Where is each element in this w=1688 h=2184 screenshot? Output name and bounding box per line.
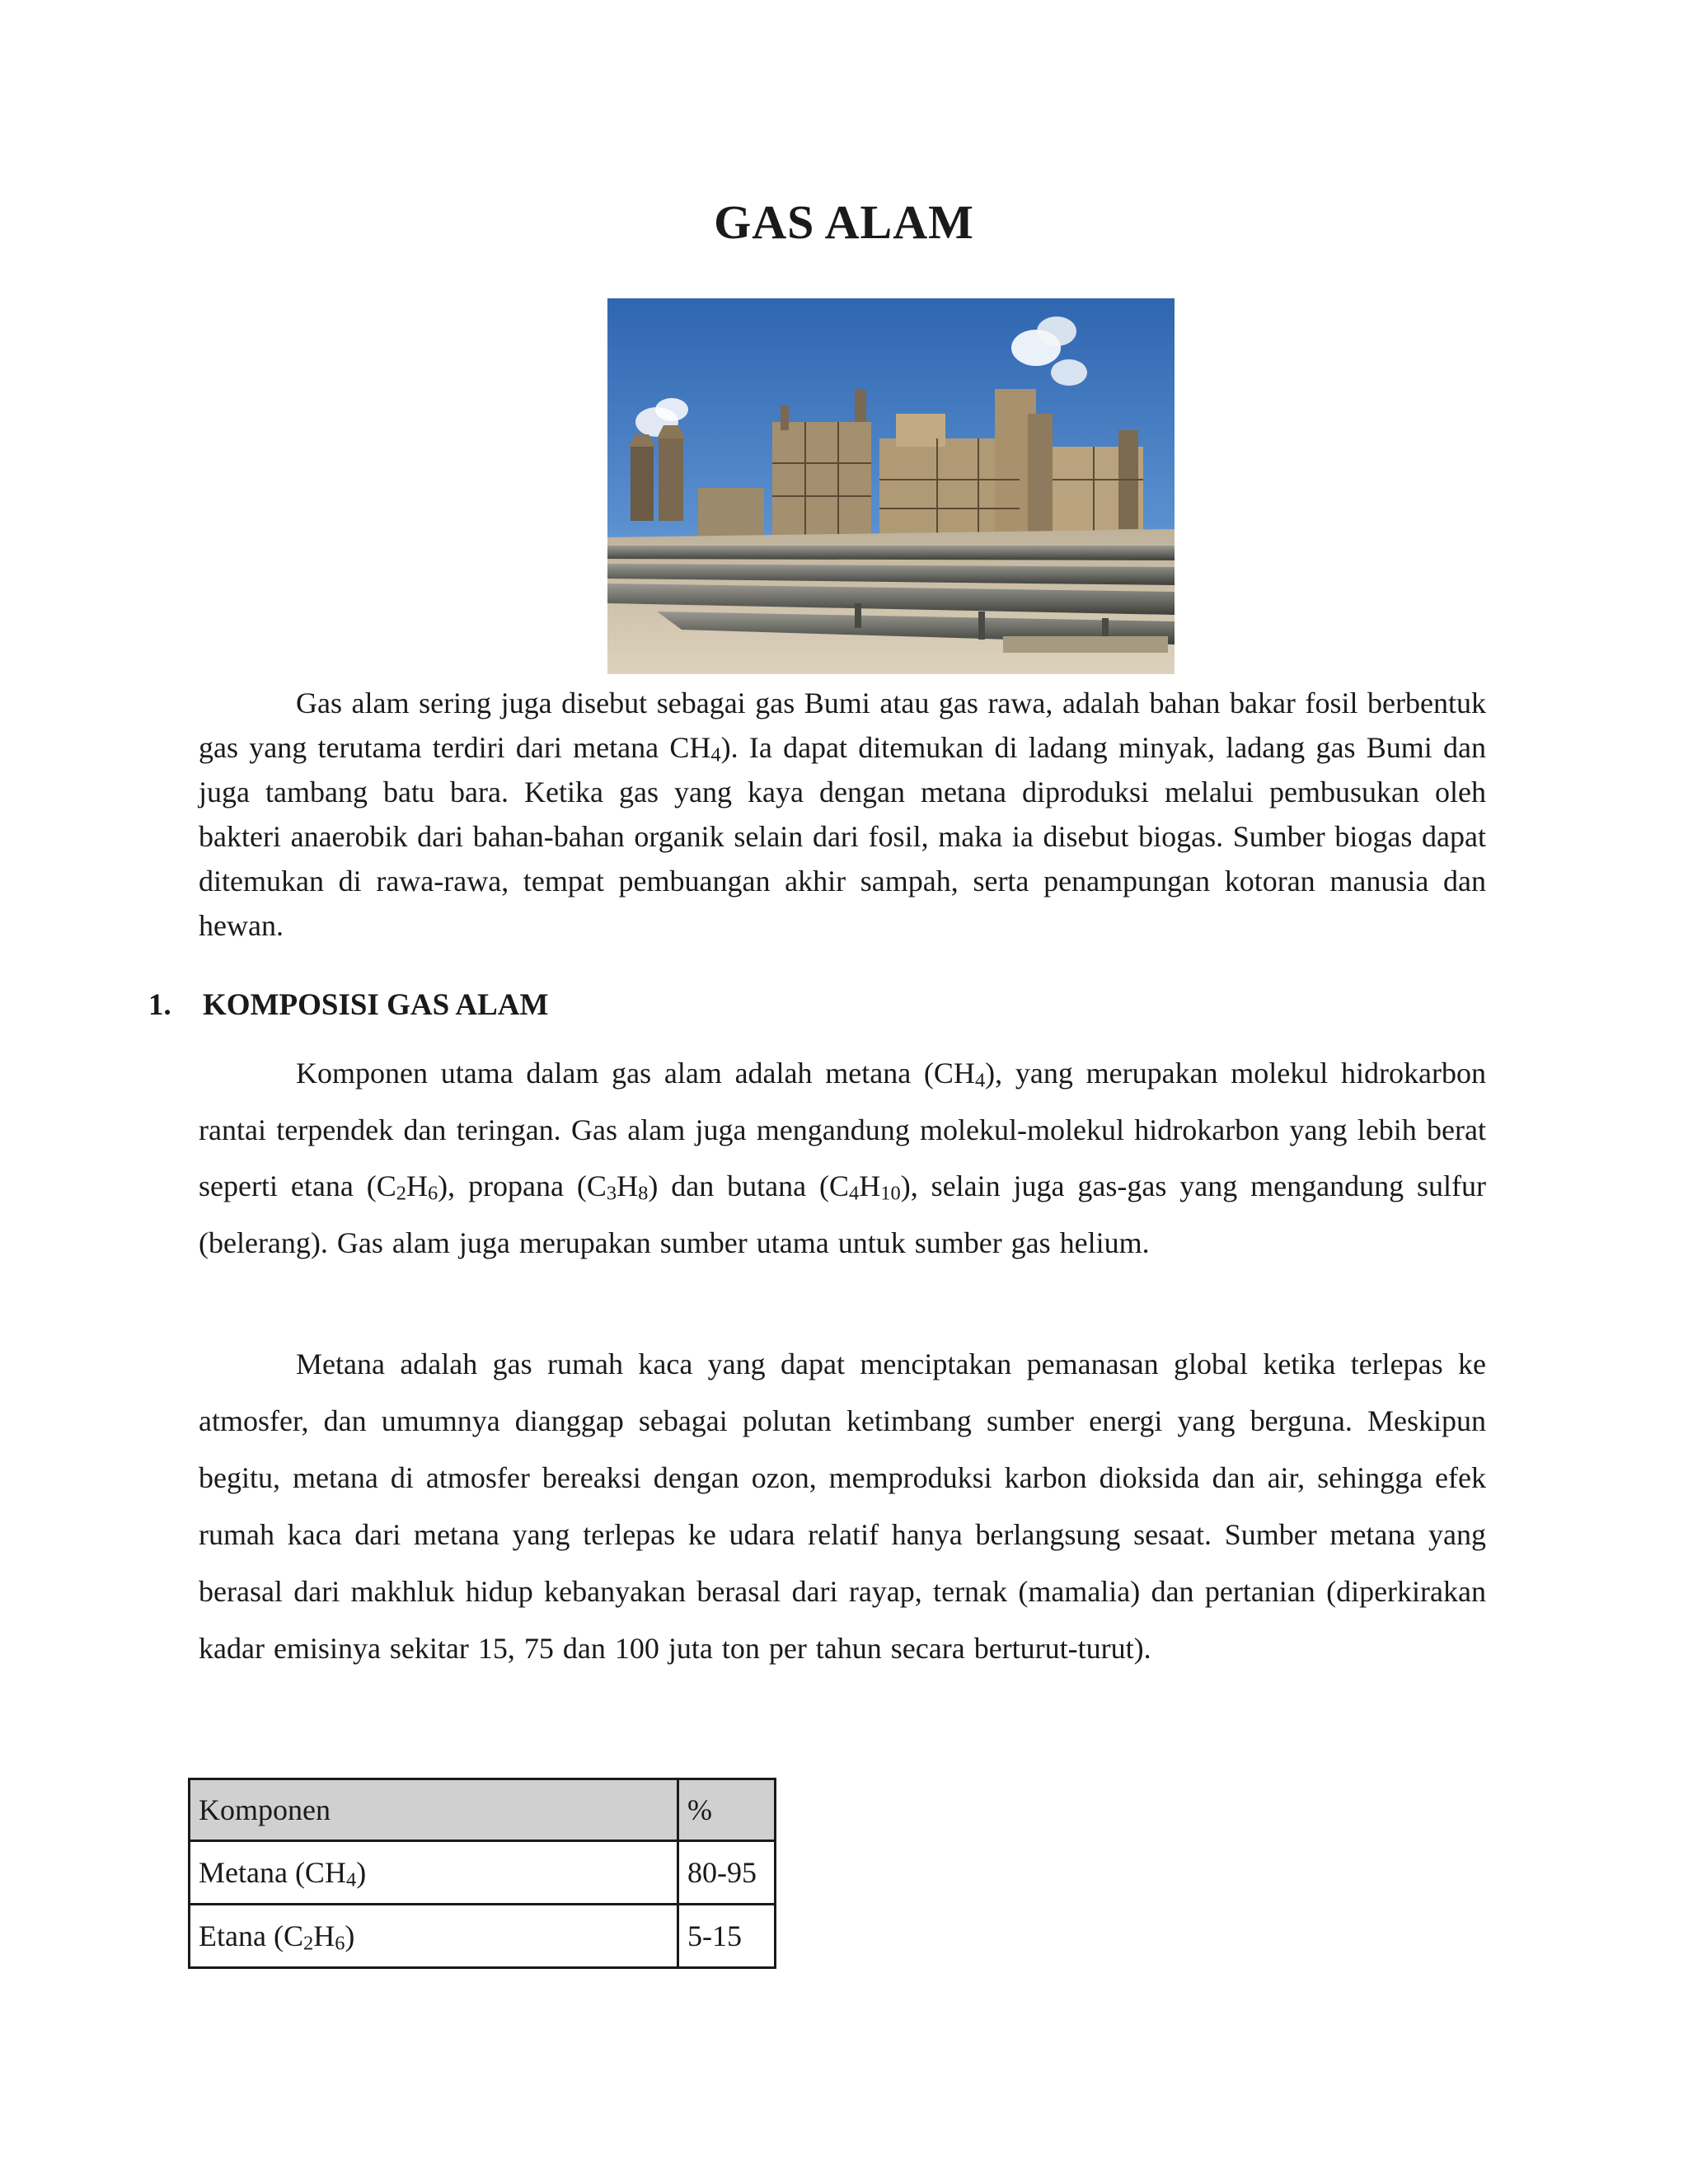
comp-text-2: ), yang merupakan molekul hidrokarbon rantai terpendek dan teringan. Gas alam juga mengandung molekul-molekul hidrokarbon yang lebih berat seperti etana (C [199, 1057, 1486, 1202]
page-title: GAS ALAM [714, 195, 974, 249]
methane-text: Metana adalah gas rumah kaca yang dapat menciptakan pemanasan global ketika terlepas ke atmosfer, dan umumnya dianggap sebagai polutan ketimbang sumber energi yang berguna. Meskipun begitu, metana di atmosfer bereaksi dengan ozon, memproduksi karbon dioksida dan air, sehingga efek rumah kaca dari metana yang terlepas ke udara relatif hanya berlangsung sesaat. Sumber metana yang berasal dari makhluk hidup kebanyakan berasal dari rayap, ternak (mamalia) dan pertanian (diperkirakan kadar emisinya sekitar 15, 75 dan 100 juta ton per tahun secara berturut-turut). [199, 1347, 1486, 1665]
gas-plant-photo [607, 298, 1175, 674]
subscript: 6 [335, 1932, 345, 1955]
table-header-row [190, 1779, 776, 1841]
methane-paragraph [199, 1336, 1486, 1677]
comp-text-8: ), selain juga gas-gas yang mengandung sulfur (belerang). Gas alam juga merupakan sumber utama untuk sumber gas helium. [199, 1169, 1486, 1259]
comp-text-4: ), propana (C [438, 1169, 607, 1202]
subscript: 8 [638, 1182, 649, 1205]
table-cell-component [190, 1841, 678, 1905]
comp-text-3: H [406, 1169, 428, 1202]
table-cell-percent: 5-15 [678, 1905, 776, 1968]
subscript: 4 [710, 743, 721, 766]
table-header-komponen: Komponen [190, 1779, 678, 1841]
subscript: 4 [974, 1069, 986, 1092]
subscript: 6 [427, 1182, 438, 1205]
table-row [190, 1905, 776, 1968]
table-row [190, 1841, 776, 1905]
subscript: 2 [396, 1182, 406, 1205]
intro-text-2: ). Ia dapat ditemukan di ladang minyak, ladang gas Bumi dan juga tambang batu bara. Ketika gas yang kaya dengan metana diproduksi melalui pembusukan oleh bakteri anaerobik dari bahan-bahan organik selain dari fosil, maka ia disebut biogas. Sumber biogas dapat ditemukan di rawa-rawa, tempat pembuangan akhir sampah, serta penampungan kotoran manusia dan hewan. [199, 731, 1486, 942]
comp-text-5: H [617, 1169, 639, 1202]
comp-text-7: H [859, 1169, 881, 1202]
composition-paragraph [199, 1045, 1486, 1271]
table-cell-percent: 80-95 [678, 1841, 776, 1905]
section-title: KOMPOSISI GAS ALAM [203, 988, 549, 1022]
cell-text: ) [345, 1919, 355, 1952]
comp-text-1: Komponen utama dalam gas alam adalah metana (CH [296, 1057, 975, 1090]
subscript: 10 [880, 1182, 901, 1205]
subscript: 4 [849, 1182, 860, 1205]
section-number: 1. [148, 988, 171, 1022]
intro-paragraph [199, 681, 1486, 948]
table-header-percent: % [678, 1779, 776, 1841]
cell-text: Metana (CH [199, 1856, 346, 1889]
cell-text: ) [356, 1856, 367, 1889]
intro-text-1: Gas alam sering juga disebut sebagai gas Bumi atau gas rawa, adalah bahan bakar fosil berbentuk gas yang terutama terdiri dari metana CH [199, 687, 1486, 764]
section-heading [148, 987, 548, 1023]
comp-text-6: ) dan butana (C [648, 1169, 850, 1202]
subscript: 4 [345, 1868, 357, 1891]
table-cell-component [190, 1905, 678, 1968]
composition-table [188, 1778, 776, 1969]
cell-text: H [313, 1919, 335, 1952]
subscript: 2 [302, 1932, 314, 1955]
subscript: 3 [606, 1182, 617, 1205]
cell-text: Etana (C [199, 1919, 303, 1952]
